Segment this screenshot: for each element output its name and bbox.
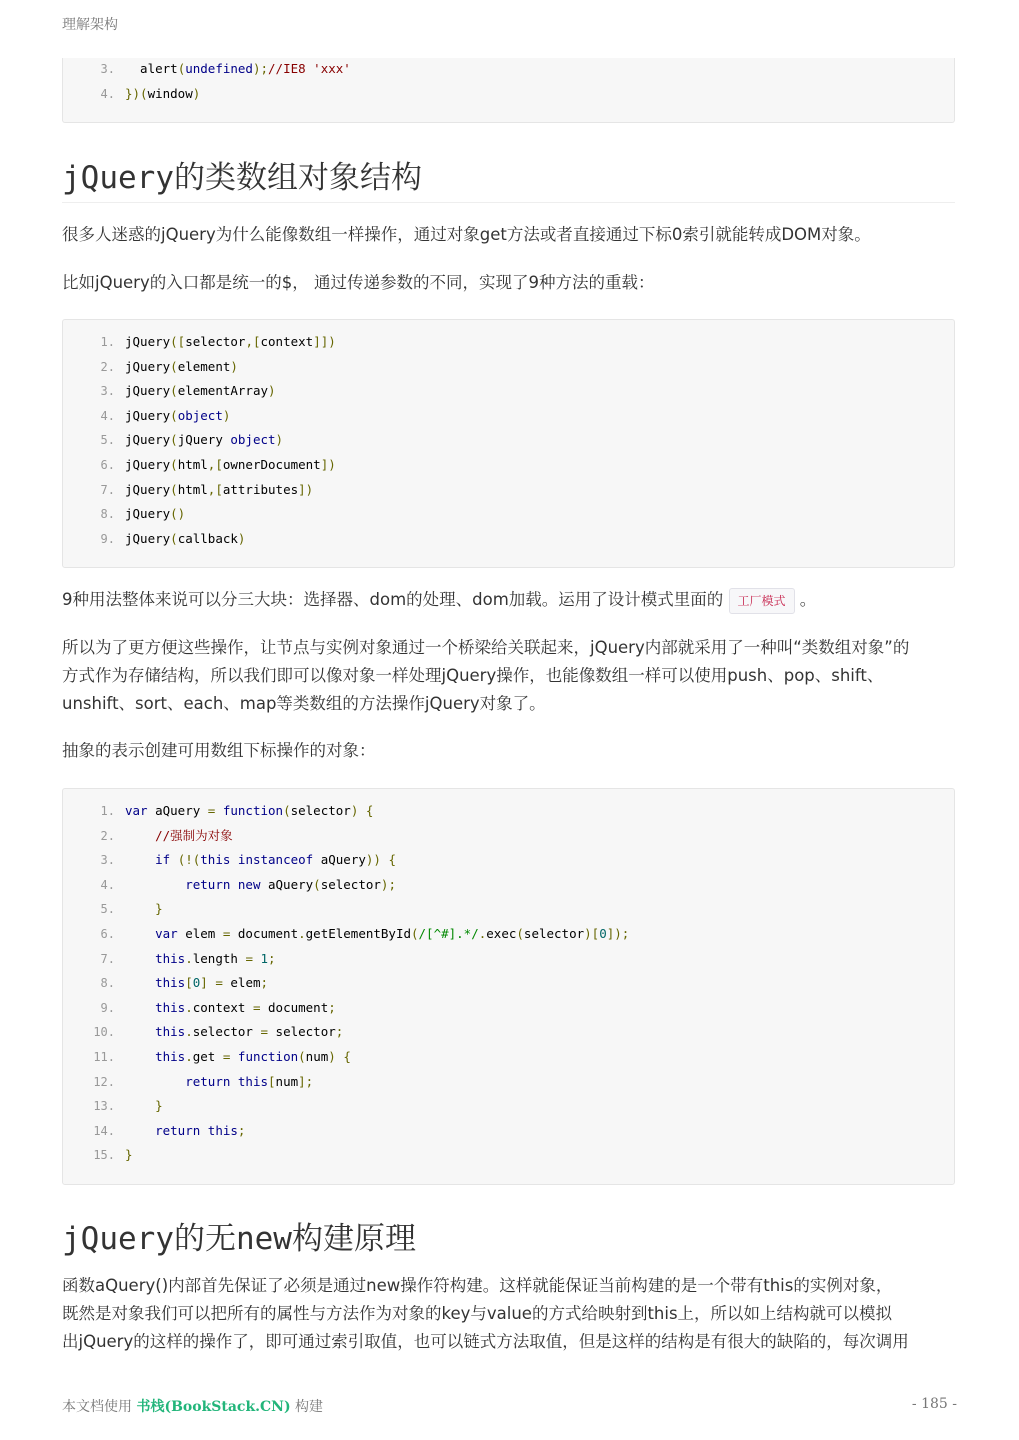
code-text: this[0] = elem; (155, 975, 269, 991)
line-number: 6. (100, 927, 115, 941)
line-number: 12. (93, 1074, 115, 1089)
paragraph-line: 函数aQuery()内部首先保证了必须是通过new操作符构建。这样就能保证当前构建的是一个带有this的实例对象， (62, 1276, 893, 1295)
code-text: var aQuery = function(selector) { (125, 803, 374, 818)
footer-suffix: 构建 (290, 1399, 324, 1415)
line-number: 11. (93, 1050, 115, 1064)
code-text: jQuery(object) (125, 407, 231, 423)
paragraph (62, 586, 957, 614)
code-text: jQuery(html,[attributes]) (125, 481, 314, 497)
paragraph-line: unshift、sort、each、map等类数组的方法操作jQuery对象了。 (62, 694, 546, 713)
line-number: 3. (100, 384, 115, 399)
line-number: 1. (100, 804, 115, 818)
page-number: - 185 - (911, 1396, 957, 1412)
paragraph-text: 9种用法整体来说可以分三大块：选择器、dom的处理、dom加载。运用了设计模式里面的 (62, 590, 724, 609)
paragraph (62, 634, 957, 718)
code-text: } (155, 1098, 163, 1114)
paragraph-line: 方式作为存储结构，所以我们即可以像对象一样处理jQuery操作，也能像数组一样可以使用push、pop、shift、 (62, 666, 884, 685)
paragraph (62, 1272, 957, 1356)
code-text: return this; (155, 1122, 246, 1138)
line-number: 1. (100, 335, 115, 349)
code-text: this.selector = selector; (155, 1024, 344, 1040)
line-number: 8. (100, 507, 115, 522)
code-block-fragment (62, 58, 955, 123)
footer (62, 1396, 323, 1416)
code-text: jQuery(element) (125, 358, 238, 374)
heading-divider (62, 202, 955, 203)
line-number: 4. (100, 877, 115, 892)
code-text: return new aQuery(selector); (185, 876, 396, 892)
code-text: })(window) (125, 85, 201, 101)
paragraph-line: 所以为了更方便这些操作，让节点与实例对象通过一个桥梁给关联起来，jQuery内部就采用了一种叫“类数组对象”的 (62, 638, 910, 657)
section-heading-array-like: jQuery的类数组对象结构 (62, 160, 422, 196)
code-text: this.context = document; (155, 999, 336, 1015)
line-number: 2. (100, 828, 115, 843)
code-text: //强制为对象 (155, 827, 233, 843)
line-number: 8. (100, 976, 115, 991)
code-text: jQuery(html,[ownerDocument]) (125, 457, 336, 472)
section-heading-no-new: jQuery的无new构建原理 (62, 1221, 416, 1257)
code-text: alert(undefined);//IE8 'xxx' (125, 61, 351, 76)
line-number: 9. (100, 1000, 115, 1015)
paragraph-text: 。 (799, 590, 817, 609)
line-number: 5. (100, 433, 115, 448)
code-text: jQuery(jQuery object) (125, 432, 284, 448)
line-number: 13. (93, 1099, 115, 1114)
footer-brand-link[interactable]: 书栈(BookStack.CN) (136, 1399, 291, 1415)
line-number: 4. (100, 86, 115, 101)
paragraph: 抽象的表示创建可用数组下标操作的对象： (62, 741, 376, 760)
paragraph: 很多人迷惑的jQuery为什么能像数组一样操作，通过对象get方法或者直接通过下标0索引就能转成DOM对象。 (62, 225, 871, 244)
line-number: 15. (93, 1148, 115, 1163)
line-number: 9. (100, 531, 115, 546)
line-number: 14. (93, 1123, 115, 1138)
code-text: jQuery() (125, 506, 186, 522)
line-number: 3. (100, 853, 115, 868)
line-number: 2. (100, 359, 115, 374)
line-number: 3. (100, 62, 115, 76)
code-text: jQuery(elementArray) (125, 383, 276, 399)
code-block-aquery (62, 788, 955, 1185)
code-block-overloads (62, 319, 955, 568)
line-number: 5. (100, 902, 115, 917)
paragraph-line: 既然是对象我们可以把所有的属性与方法作为对象的key与value的方式给映射到this上，所以如上结构就可以模拟 (62, 1304, 893, 1323)
code-text: var elem = document.getElementById(/[^#].*/.exec(selector)[0]); (155, 926, 630, 941)
line-number: 7. (100, 482, 115, 497)
code-text: return this[num]; (185, 1073, 314, 1089)
inline-code-tag: 工厂模式 (729, 588, 795, 614)
code-text: jQuery(callback) (125, 530, 246, 546)
line-number: 10. (93, 1025, 115, 1040)
paragraph-line: 出jQuery的这样的操作了，即可通过索引取值，也可以链式方法取值，但是这样的结构是有很大的缺陷的，每次调用 (62, 1332, 909, 1351)
running-header: 理解架构 (62, 17, 118, 33)
footer-prefix: 本文档使用 (62, 1399, 137, 1415)
code-text: this.length = 1; (155, 950, 276, 966)
code-text: jQuery([selector,[context]]) (125, 334, 336, 349)
code-text: if (!(this instanceof aQuery)) { (155, 852, 396, 868)
line-number: 7. (100, 951, 115, 966)
code-text: } (155, 901, 163, 917)
line-number: 4. (100, 408, 115, 423)
code-text: this.get = function(num) { (155, 1049, 351, 1064)
code-text: } (125, 1147, 133, 1163)
line-number: 6. (100, 458, 115, 472)
paragraph: 比如jQuery的入口都是统一的$， 通过传递参数的不同，实现了9种方法的重载： (62, 273, 655, 292)
